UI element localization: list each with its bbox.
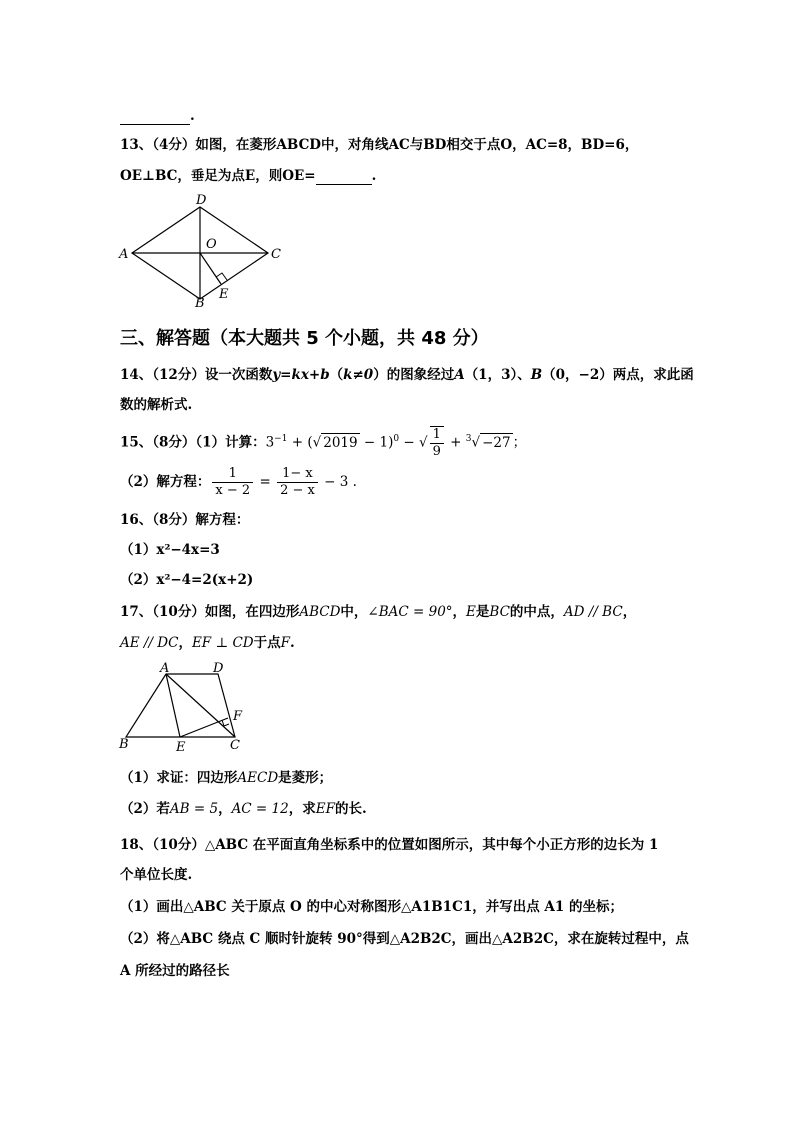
label-d: D <box>196 193 207 208</box>
answer-blank <box>120 106 190 125</box>
sqrt-fraction: $\frac{1}{9}$ <box>430 426 444 460</box>
label-b: B <box>195 296 205 310</box>
label-e: E <box>176 740 186 755</box>
q17-line2: AE // DC，EF ⊥ CD于点F. <box>120 635 295 651</box>
q17-part2: （2）若AB = 5，AC = 12，求EF的长. <box>120 801 367 817</box>
segment-oe <box>200 253 221 284</box>
equation-right-fraction: $\frac{1- x}{2 - x}$ <box>277 466 318 499</box>
label-o: O <box>206 237 217 252</box>
q16-title: 16、（8分）解方程： <box>120 512 250 528</box>
label-c: C <box>230 738 240 753</box>
label-d: D <box>213 661 224 676</box>
segment-ef <box>180 718 228 737</box>
q18-part1: （1）画出△ABC 关于原点 O 的中心对称图形△A1B1C1，并写出点 A1 的坐标； <box>120 899 623 915</box>
q18-line2: 个单位长度. <box>120 867 193 883</box>
label-e: E <box>219 287 229 302</box>
right-angle-mark <box>222 720 229 726</box>
equation-left-fraction: $\frac{1}{x - 2}$ <box>212 466 253 499</box>
answer-blank <box>316 166 372 185</box>
q17-line1: 17、（10分）如图，在四边形ABCD中，∠BAC = 90°，E是BC的中点，AD // BC， <box>120 604 637 620</box>
q14-line1: 14、（12分）设一次函数y=kx+b（k≠0）的图象经过A（1，3）、B（0，−2）两点，求此函 <box>120 367 694 383</box>
q13-line2: OE⊥BC，垂足为点E，则OE= . <box>120 168 377 184</box>
quadrilateral-abcd <box>126 674 235 737</box>
q18-part2-line2: A 所经过的路径长 <box>120 963 230 979</box>
q17-part1: （1）求证：四边形AECD是菱形； <box>120 770 333 786</box>
label-a: A <box>119 247 129 262</box>
section-heading: 三、解答题（本大题共 5 个小题，共 48 分） <box>120 328 489 349</box>
q15-line2: （2）解方程： $\frac{1}{x - 2}$ = $\frac{1- x}{2 - x}$ − 3 . <box>120 466 357 498</box>
q16-part1: （1）x²−4x=3 <box>120 542 220 558</box>
trapezoid-figure <box>110 660 270 755</box>
label-a: A <box>160 661 170 676</box>
q14-line2: 数的解析式. <box>120 397 193 413</box>
answer-line-prev: . <box>120 106 195 125</box>
label-b: B <box>119 737 129 752</box>
q18-line1: 18、（10分）△ABC 在平面直角坐标系中的位置如图所示，其中每个小正方形的边长为 1 <box>120 837 659 853</box>
q16-part2: （2）x²−4=2(x+2) <box>120 572 254 588</box>
segment-ae <box>166 674 180 737</box>
segment-ac <box>166 674 235 737</box>
q18-part2: （2）将△ABC 绕点 C 顺时针旋转 90°得到△A2B2C，画出△A2B2C，求在旋转过程中，点 <box>120 931 689 947</box>
label-c: C <box>271 247 281 262</box>
q15-line1: 15、（8分）（1）计算：$3^{-1}$ + (√ 2019 − 1)$^0$ − √ $\frac{1}{9}$ + $^3$√ −27 ； <box>120 427 527 459</box>
rhombus-figure <box>110 190 310 310</box>
q13-line1: 13、（4分）如图，在菱形ABCD中，对角线AC与BD相交于点O，AC=8，BD=6， <box>120 137 639 153</box>
label-f: F <box>233 709 243 724</box>
